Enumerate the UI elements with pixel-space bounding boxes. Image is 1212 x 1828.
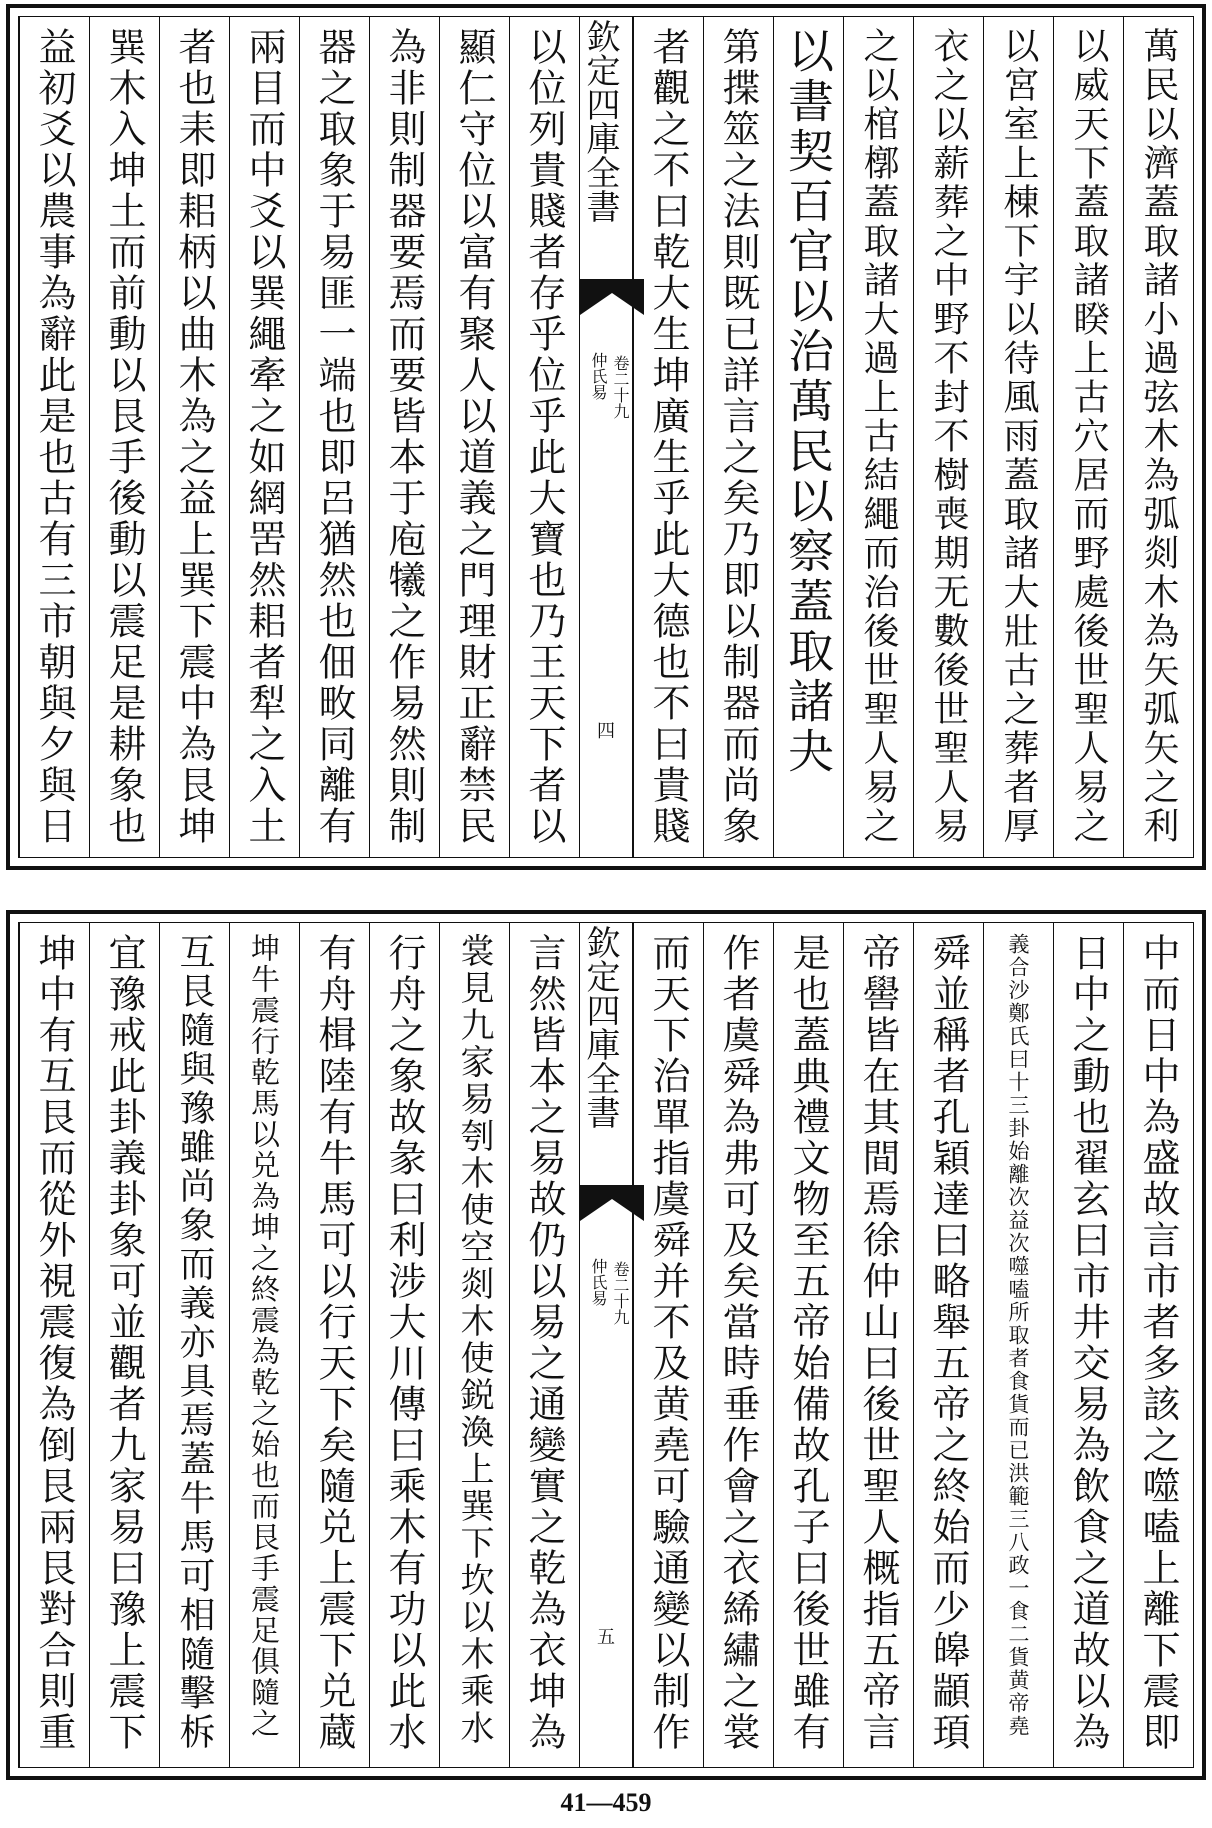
book-title: 欽定四庫全書 [580, 925, 620, 1129]
text-column: 義合沙鄭氏曰十三卦始離次益次噬嗑所取者食貨而已洪範三八政一食二貨黄帝堯 [983, 923, 1053, 1767]
center-fold [579, 923, 633, 1767]
text-column: 而天下治單指虞舜并不及黄堯可驗通變以制作 [633, 923, 703, 1767]
text-column: 以書契百官以治萬民以察蓋取諸夬 [773, 17, 843, 857]
text-column: 中而日中為盛故言市者多該之噬嗑上離下震即 [1123, 923, 1193, 1767]
text-column: 益初爻以農事為辭此是也古有三市朝與夕與日 [19, 17, 89, 857]
page-number: 四 [597, 721, 615, 742]
text-column: 裳見九家易刳木使空剡木使鋭渙上巽下坎以木乘水 [439, 923, 509, 1767]
text-column: 宜豫戒此卦義卦象可並觀者九家易曰豫上震下 [89, 923, 159, 1767]
text-column: 帝嚳皆在其間焉徐仲山曰後世聖人概指五帝言 [843, 923, 913, 1767]
fishtail-mark-icon [580, 279, 644, 315]
book-subtitle: 仲氏易 [589, 1258, 608, 1306]
book-title: 欽定四庫全書 [580, 19, 620, 223]
text-column: 者觀之不曰乾大生坤廣生乎此大德也不曰貴賤 [633, 17, 703, 857]
text-column: 有舟楫陸有牛馬可以行天下矣隨兑上震下兑蔵 [299, 923, 369, 1767]
text-column: 巽木入坤土而前動以艮手後動以震足是耕象也 [89, 17, 159, 857]
top-left-half [19, 17, 579, 857]
text-column: 舜並稱者孔穎達曰略舉五帝之終始而少皞顓頊 [913, 923, 983, 1767]
text-column: 器之取象于易匪一端也即呂猶然也佃畋同離有 [299, 17, 369, 857]
top-page-frame [18, 16, 1194, 858]
text-column: 以威天下蓋取諸睽上古穴居而野處後世聖人易之 [1053, 17, 1123, 857]
text-column: 以宮室上棟下宇以待風雨蓋取諸大壯古之葬者厚 [983, 17, 1053, 857]
text-column: 之以棺槨蓋取諸大過上古結繩而治後世聖人易之 [843, 17, 913, 857]
bottom-page-frame [18, 922, 1194, 1768]
page-footer-number: 41—459 [560, 1788, 652, 1817]
text-column: 衣之以薪葬之中野不封不樹喪期无數後世聖人易 [913, 17, 983, 857]
bottom-page [6, 910, 1206, 1780]
center-fold [579, 17, 633, 857]
top-right-half [633, 17, 1193, 857]
text-column: 坤中有互艮而從外視震復為倒艮兩艮對合則重 [19, 923, 89, 1767]
fishtail-mark-icon [580, 1185, 644, 1221]
text-column: 言然皆本之易故仍以易之通變實之乾為衣坤為 [509, 923, 579, 1767]
text-column: 第揲筮之法則既已詳言之矣乃即以制器而尚象 [703, 17, 773, 857]
text-column: 行舟之象故彖曰利涉大川傳曰乘木有功以此水 [369, 923, 439, 1767]
text-column: 顯仁守位以富有聚人以道義之門理財正辭禁民 [439, 17, 509, 857]
page-number: 五 [597, 1627, 615, 1648]
text-column: 是也蓋典禮文物至五帝始備故孔子曰後世雖有 [773, 923, 843, 1767]
text-column: 以位列貴賤者存乎位乎此大寶也乃王天下者以 [509, 17, 579, 857]
text-column: 者也耒即耜柄以曲木為之益上巽下震中為艮坤 [159, 17, 229, 857]
book-subtitle: 仲氏易 [589, 352, 608, 400]
bottom-right-half [633, 923, 1193, 1767]
text-column: 萬民以濟蓋取諸小過弦木為弧剡木為矢弧矢之利 [1123, 17, 1193, 857]
volume-label: 卷二十九 [611, 1261, 630, 1325]
text-column: 為非則制器要焉而要皆本于庖犧之作易然則制 [369, 17, 439, 857]
text-column: 坤牛震行乾馬以兑為坤之終震為乾之始也而艮手震足俱隨之 [229, 923, 299, 1767]
text-column: 作者虞舜為弗可及矣當時垂作會之衣絺繡之裳 [703, 923, 773, 1767]
bottom-left-half [19, 923, 579, 1767]
top-page [6, 4, 1206, 870]
text-column: 兩目而中爻以巽繩牽之如網罟然耜者犁之入土 [229, 17, 299, 857]
text-column: 互艮隨與豫雖尚象而義亦具焉蓋牛馬可相隨擊柝 [159, 923, 229, 1767]
volume-label: 卷二十九 [611, 355, 630, 419]
text-column: 日中之動也翟玄曰市井交易為飲食之道故以為 [1053, 923, 1123, 1767]
